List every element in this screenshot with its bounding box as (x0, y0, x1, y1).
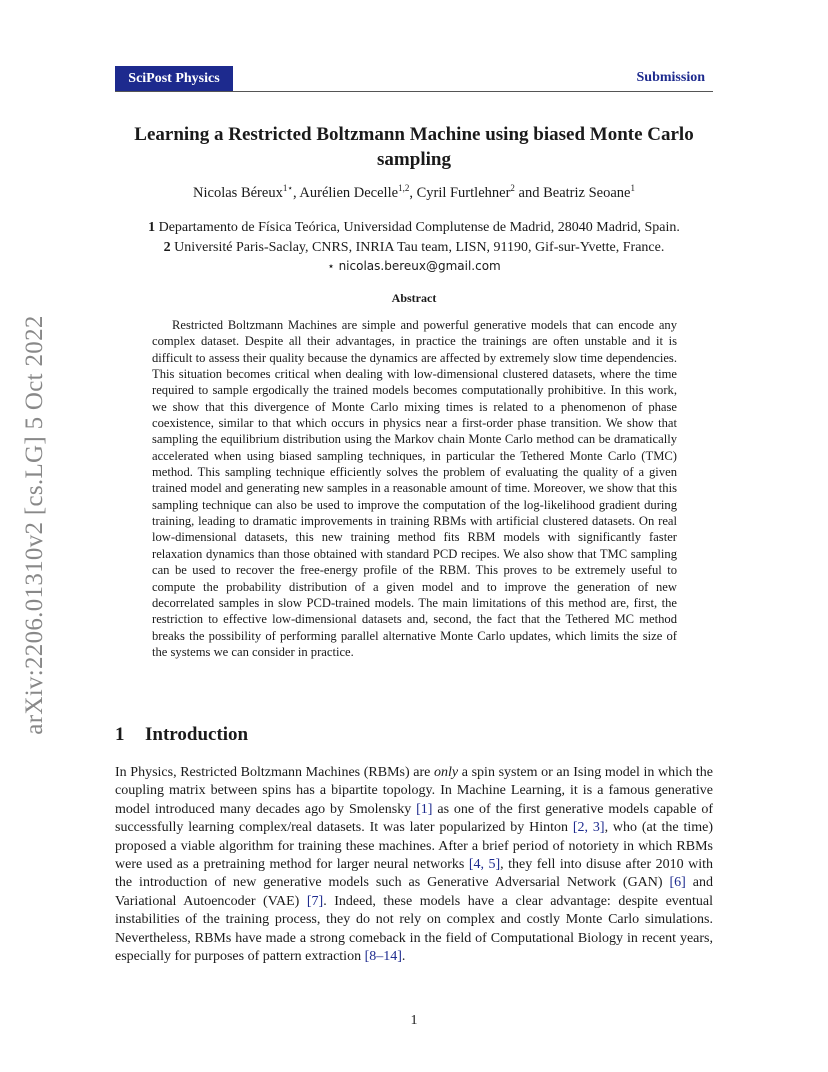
submission-label: Submission (636, 70, 705, 85)
author-affiliation-mark: 1 (630, 183, 635, 194)
citation-link[interactable]: [4, 5] (468, 857, 501, 873)
section-title: Introduction (145, 724, 249, 745)
author-separator: , (409, 185, 417, 201)
affiliation-number: 1 (148, 220, 156, 235)
author-name: Aurélien Decelle (299, 185, 399, 201)
author-name: Cyril Furtlehner (416, 185, 511, 201)
author-affiliation-mark: 1⋆ (282, 183, 293, 194)
abstract-heading: Abstract (391, 291, 437, 305)
affiliation-text: Université Paris-Saclay, CNRS, INRIA Tau team, LISN, 91190, Gif-sur-Yvette, France. (174, 240, 665, 255)
author-affiliation-mark: 2 (510, 183, 515, 194)
affiliation-number: 2 (163, 240, 171, 255)
introduction-paragraph (115, 764, 713, 966)
header-divider (115, 91, 713, 92)
abstract-body: Restricted Boltzmann Machines are simple and powerful generative models that can encode any complex dataset. Despite all their advantages, in practice the trainings are often unstable and it is difficult to assess their quality because the dynamics are affected by extremely slow time dependencies. This situation becomes critical when dealing with low-dimensional clustered datasets, where the time required to sample ergodically the trained models becomes computationally prohibitive. In this work, we show that this divergence of Monte Carlo mixing times is related to a phenomenon of phase coexistence, similar to that which occurs in physics near a first-order phase transition. We show that sampling the equilibrium distribution using the Markov chain Monte Carlo method can be dramatically accelerated when using biased sampling techniques, in particular the Tethered Monte Carlo (TMC) method. This sampling technique efficiently solves the problem of evaluating the quality of a given trained model and generating new samples in a reasonable amount of time. Moreover, we show that this sampling technique can also be used to improve the computation of the log-likelihood gradient during training, leading to dramatic improvements in training RBMs with artificial clustered datasets. On real low-dimensional datasets, this new training method fits RBM models with significantly faster relaxation dynamics than those obtained with standard PCD recipes. We also show that TMC sampling can be used to recover the free-energy profile of the RBM. This proves to be extremely useful to compute the probability distribution of a given model and to improve the generation of new decorrelated samples in slow PCD-trained models. The main limitations of this method are, first, the restriction to effective low-dimensional datasets and, second, the fact that the Tethered MC method breaks the possibility of performing parallel alternative Monte Carlo updates, which limits the size of the systems we can consider in practice. (152, 318, 677, 659)
intro-text: as one of the first generative models capable of successfully learning complex/real datasets. It was later popularized by Hinton (115, 801, 713, 836)
affiliation-2 (115, 240, 713, 256)
intro-text: . (401, 949, 406, 965)
citation-link[interactable]: [8–14] (364, 949, 402, 965)
author-name: Beatriz Seoane (543, 185, 631, 201)
intro-text: , who (at the time) proposed a viable algorithm for training these machines. After a brief period of notoriety in which RBMs were used as a pretraining method for larger neural networks (115, 820, 714, 873)
citation-link[interactable]: [2, 3] (572, 820, 605, 836)
author-list (115, 185, 713, 202)
author-separator: , (292, 185, 300, 201)
paper-title: Learning a Restricted Boltzmann Machine using biased Monte Carlo sampling (134, 124, 694, 170)
section-heading (115, 724, 248, 746)
journal-badge: SciPost Physics (115, 66, 233, 91)
author-affiliation-mark: 1,2 (398, 183, 410, 194)
arxiv-identifier: arXiv:2206.01310v2 [cs.LG] 5 Oct 2022 (21, 315, 48, 735)
citation-link[interactable]: [1] (416, 801, 433, 817)
intro-text: only (434, 765, 459, 780)
corresponding-email[interactable]: ⋆ nicolas.bereux@gmail.com (327, 259, 501, 273)
citation-link[interactable]: [7] (306, 893, 324, 909)
section-number: 1 (115, 724, 125, 745)
intro-text: , they fell into disuse after 2010 with the introduction of new generative models such as Generative Adversarial Network (GAN) (115, 857, 714, 891)
author-name: Nicolas Béreux (193, 185, 283, 201)
intro-text: In Physics, Restricted Boltzmann Machines (RBMs) are (115, 765, 435, 780)
citation-link[interactable]: [6] (669, 875, 686, 891)
author-separator: and (514, 185, 544, 201)
affiliation-1 (115, 220, 713, 236)
intro-text: a spin system or an Ising model in which the coupling matrix between spins has a bipartite topology. In Machine Learning, it is a famous generative model introduced many decades ago by Smolensky (115, 765, 713, 817)
page-number: 1 (410, 1013, 418, 1028)
intro-text: . Indeed, these models have a clear advantage: despite eventual instabilities of the training process, they do not rely on complex and costly Monte Carlo simulations. Nevertheless, RBMs have made a strong comeback in the field of Computational Biology in recent years, especially for purposes of pattern extraction (115, 893, 713, 965)
intro-text: and Variational Autoencoder (VAE) (115, 875, 714, 909)
affiliation-text: Departamento de Física Teórica, Universidad Complutense de Madrid, 28040 Madrid, Spain. (158, 220, 680, 235)
